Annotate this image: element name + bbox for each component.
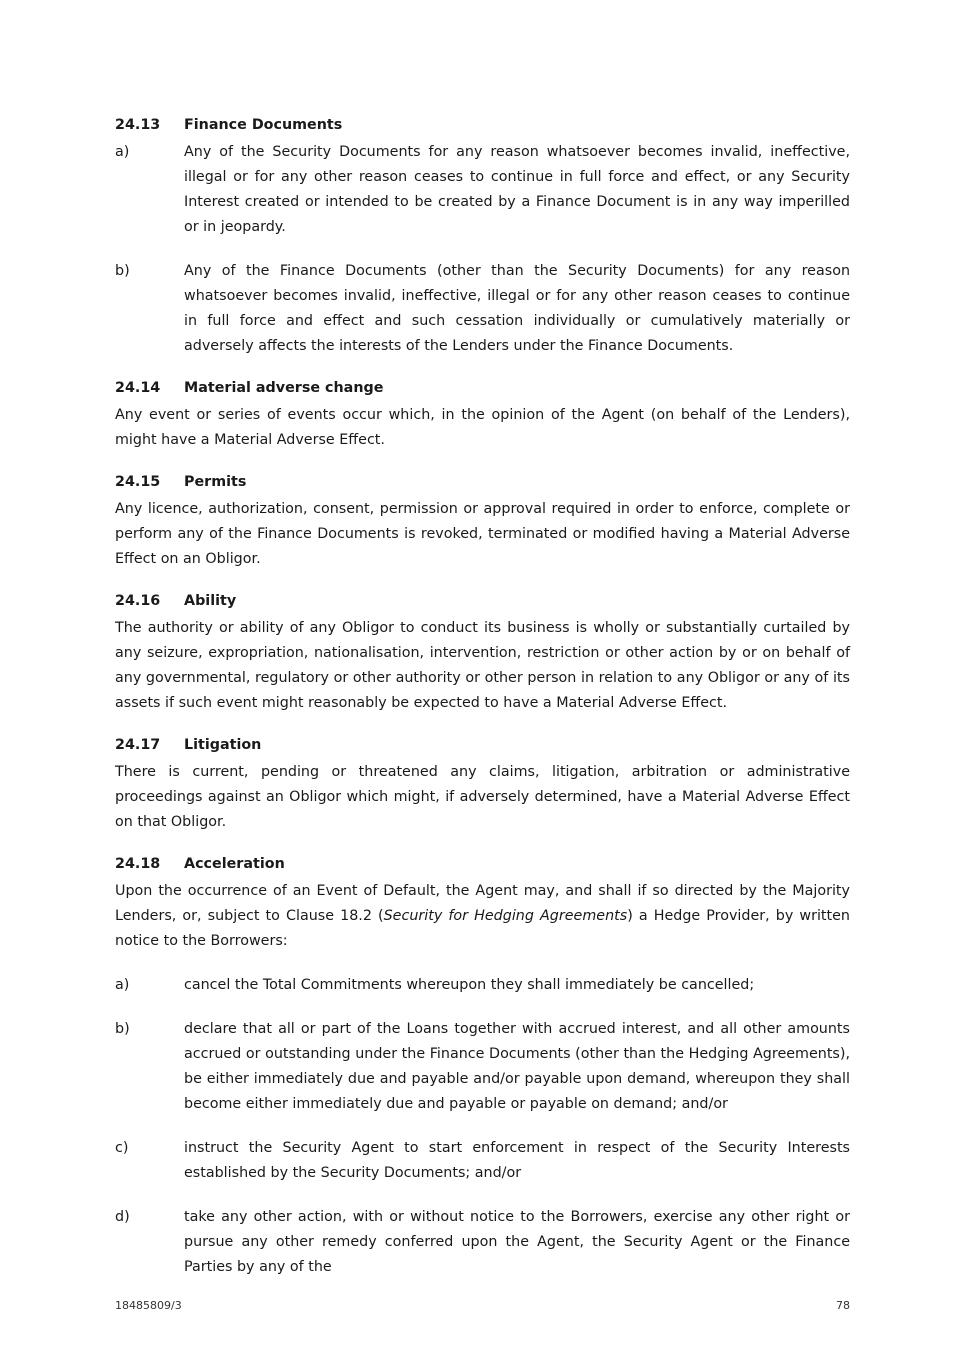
- list-item: [115, 1136, 850, 1186]
- item-text: cancel the Total Commitments whereupon they shall immediately be cancelled;: [184, 977, 755, 993]
- document-reference: 18485809/3: [115, 1299, 182, 1312]
- section-heading-24-15: [115, 472, 850, 492]
- document-page: [115, 115, 850, 1280]
- list-item: [115, 259, 850, 359]
- section-number: 24.18: [115, 856, 161, 872]
- section-number: 24.15: [115, 474, 161, 490]
- section-title: Acceleration: [184, 856, 285, 872]
- page-number: 78: [836, 1299, 850, 1312]
- item-text: take any other action, with or without notice to the Borrowers, exercise any other right or pursue any other remedy conferred upon the Agent, the Security Agent or the Finance Parties by any of the: [184, 1209, 850, 1275]
- list-item: [115, 1017, 850, 1117]
- section-heading-24-18: [115, 854, 850, 874]
- section-number: 24.17: [115, 737, 161, 753]
- section-heading-24-16: [115, 591, 850, 611]
- item-text: Any of the Finance Documents (other than the Security Documents) for any reason whatsoever becomes invalid, ineffective, illegal or for any other reason ceases to continue in full force and effect and such cessation individually or cumulatively materially or adversely affects the interests of the Lenders under the Finance Documents.: [184, 263, 850, 354]
- item-label: d): [115, 1209, 130, 1225]
- list-item: [115, 140, 850, 240]
- section-heading-24-13: [115, 115, 850, 135]
- section-number: 24.14: [115, 380, 161, 396]
- section-paragraph: [115, 879, 850, 954]
- section-number: 24.16: [115, 593, 161, 609]
- item-label: c): [115, 1140, 129, 1156]
- section-title: Finance Documents: [184, 117, 343, 133]
- item-label: a): [115, 977, 130, 993]
- section-title: Permits: [184, 474, 247, 490]
- section-paragraph: The authority or ability of any Obligor to conduct its business is wholly or substantially curtailed by any seizure, expropriation, nationalisation, intervention, restriction or other action by or on behalf of any governmental, regulatory or other authority or other person in relation to any Obligor or any of its assets if such event might reasonably be expected to have a Material Adverse Effect.: [115, 620, 850, 711]
- section-paragraph: Any event or series of events occur which, in the opinion of the Agent (on behalf of the Lenders), might have a Material Adverse Effect.: [115, 407, 850, 448]
- item-text: instruct the Security Agent to start enforcement in respect of the Security Interests established by the Security Documents; and/or: [184, 1140, 850, 1181]
- section-title: Litigation: [184, 737, 262, 753]
- intro-text: Upon the occurrence of an Event of Default, the Agent may, and shall if so directed by the Majority Lenders, or, subject to Clause 18.2 (: [115, 883, 850, 924]
- section-heading-24-17: [115, 735, 850, 755]
- list-item: [115, 1205, 850, 1280]
- section-paragraph: There is current, pending or threatened any claims, litigation, arbitration or administrative proceedings against an Obligor which might, if adversely determined, have a Material Adverse Effect on that Obligor.: [115, 764, 850, 830]
- section-number: 24.13: [115, 117, 161, 133]
- intro-text: ) a Hedge Provider, by written notice to the Borrowers:: [115, 908, 850, 949]
- clause-reference: Security for Hedging Agreements: [383, 908, 628, 924]
- item-label: a): [115, 144, 130, 160]
- item-text: Any of the Security Documents for any reason whatsoever becomes invalid, ineffective, illegal or for any other reason ceases to continue in full force and effect, or any Security Interest created or intended to be created by a Finance Document is in any way imperilled or in jeopardy.: [184, 144, 850, 235]
- section-heading-24-14: [115, 378, 850, 398]
- item-text: declare that all or part of the Loans together with accrued interest, and all other amounts accrued or outstanding under the Finance Documents (other than the Hedging Agreements), be either immediately due and payable and/or payable upon demand, whereupon they shall become either immediately due and payable or payable on demand; and/or: [184, 1021, 850, 1112]
- section-title: Material adverse change: [184, 380, 384, 396]
- list-item: [115, 973, 850, 998]
- section-paragraph: Any licence, authorization, consent, permission or approval required in order to enforce, complete or perform any of the Finance Documents is revoked, terminated or modified having a Material Adverse Effect on an Obligor.: [115, 501, 850, 567]
- section-title: Ability: [184, 593, 237, 609]
- item-label: b): [115, 1021, 130, 1037]
- item-label: b): [115, 263, 130, 279]
